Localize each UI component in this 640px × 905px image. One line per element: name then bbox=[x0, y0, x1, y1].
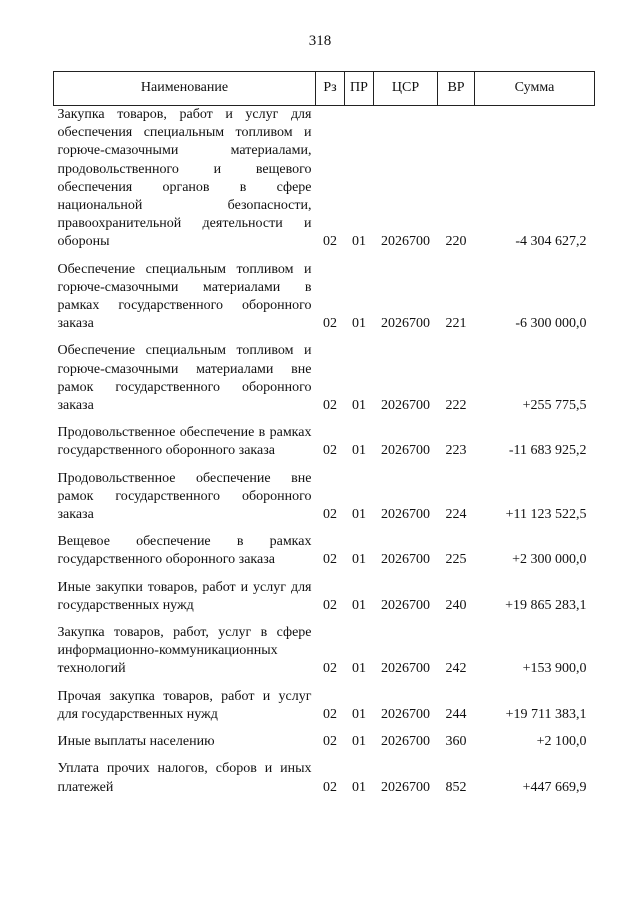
row-pr: 01 bbox=[352, 734, 366, 750]
header-row bbox=[54, 72, 595, 106]
row-pr: 01 bbox=[352, 398, 366, 414]
row-csr: 2026700 bbox=[381, 398, 430, 414]
table-header bbox=[54, 72, 595, 106]
row-vr: 242 bbox=[445, 661, 467, 677]
row-sum: +153 900,0 bbox=[522, 661, 587, 677]
row-csr: 2026700 bbox=[381, 779, 430, 795]
row-csr: 2026700 bbox=[381, 734, 430, 750]
row-pr: 01 bbox=[352, 597, 366, 613]
row-sum: -4 304 627,2 bbox=[515, 234, 587, 250]
header-vr: ВР bbox=[438, 72, 475, 106]
row-pr: 01 bbox=[352, 234, 366, 250]
row-vr: 220 bbox=[445, 234, 467, 250]
table-row bbox=[54, 688, 595, 733]
page-number: 318 bbox=[308, 33, 332, 49]
row-rz: 02 bbox=[323, 316, 337, 332]
header-name: Наименование bbox=[54, 72, 316, 106]
row-vr: 244 bbox=[445, 706, 467, 722]
row-pr: 01 bbox=[352, 443, 366, 459]
row-name: Обеспечение специальным топливом и горюче-смазочными материалами вне рамок государственного оборонного заказа bbox=[57, 343, 312, 414]
row-rz: 02 bbox=[323, 234, 337, 250]
row-csr: 2026700 bbox=[381, 316, 430, 332]
table-row bbox=[54, 733, 595, 760]
row-name: Закупка товаров, работ, услуг в сфере информационно-коммуникационных технологий bbox=[57, 625, 312, 677]
row-pr: 01 bbox=[352, 779, 366, 795]
row-sum: +255 775,5 bbox=[522, 398, 587, 414]
row-vr: 360 bbox=[445, 734, 467, 750]
row-vr: 222 bbox=[445, 398, 467, 414]
row-vr: 240 bbox=[445, 597, 467, 613]
table-row bbox=[54, 533, 595, 578]
row-name: Уплата прочих налогов, сборов и иных платежей bbox=[57, 761, 312, 795]
row-vr: 221 bbox=[445, 316, 467, 332]
header-rz: Рз bbox=[316, 72, 345, 106]
row-pr: 01 bbox=[352, 706, 366, 722]
row-rz: 02 bbox=[323, 597, 337, 613]
table-body bbox=[54, 106, 595, 806]
row-sum: -11 683 925,2 bbox=[508, 443, 587, 459]
header-pr: ПР bbox=[345, 72, 374, 106]
row-rz: 02 bbox=[323, 507, 337, 523]
row-sum: +19 711 383,1 bbox=[505, 706, 587, 722]
row-name: Иные закупки товаров, работ и услуг для государственных нужд bbox=[57, 579, 312, 613]
row-rz: 02 bbox=[323, 779, 337, 795]
table-row bbox=[54, 624, 595, 688]
row-rz: 02 bbox=[323, 661, 337, 677]
row-vr: 852 bbox=[445, 779, 467, 795]
table-row bbox=[54, 342, 595, 424]
row-rz: 02 bbox=[323, 443, 337, 459]
table-row bbox=[54, 106, 595, 261]
row-rz: 02 bbox=[323, 398, 337, 414]
row-csr: 2026700 bbox=[381, 234, 430, 250]
row-vr: 223 bbox=[445, 443, 467, 459]
header-csr: ЦСР bbox=[374, 72, 438, 106]
row-pr: 01 bbox=[352, 316, 366, 332]
row-sum: +2 300 000,0 bbox=[512, 552, 587, 568]
row-rz: 02 bbox=[323, 706, 337, 722]
row-vr: 224 bbox=[445, 507, 467, 523]
row-sum: +2 100,0 bbox=[536, 734, 587, 750]
header-sum: Сумма bbox=[475, 72, 595, 106]
row-name: Продовольственное обеспечение в рамках государственного оборонного заказа bbox=[57, 425, 312, 459]
row-pr: 01 bbox=[352, 552, 366, 568]
row-name: Продовольственное обеспечение вне рамок государственного оборонного заказа bbox=[57, 470, 312, 523]
row-name: Закупка товаров, работ и услуг для обеспечения специальным топливом и горюче-смазочными материалами, продовольственного и вещевого обеспечения органов в сфере национальной безопасности, правоохранительной деятельности и обороны bbox=[57, 107, 312, 250]
row-csr: 2026700 bbox=[381, 552, 430, 568]
table-row bbox=[54, 261, 595, 343]
row-sum: +447 669,9 bbox=[522, 779, 587, 795]
table-row bbox=[54, 579, 595, 624]
row-rz: 02 bbox=[323, 552, 337, 568]
row-sum: -6 300 000,0 bbox=[515, 316, 587, 332]
row-csr: 2026700 bbox=[381, 443, 430, 459]
budget-table bbox=[53, 71, 595, 806]
row-csr: 2026700 bbox=[381, 661, 430, 677]
table-row bbox=[54, 424, 595, 469]
row-csr: 2026700 bbox=[381, 597, 430, 613]
row-name: Прочая закупка товаров, работ и услуг для государственных нужд bbox=[57, 688, 312, 722]
table-row bbox=[54, 470, 595, 534]
row-name: Вещевое обеспечение в рамках государственного оборонного заказа bbox=[57, 534, 312, 568]
row-rz: 02 bbox=[323, 734, 337, 750]
row-sum: +11 123 522,5 bbox=[505, 507, 587, 523]
row-vr: 225 bbox=[445, 552, 467, 568]
row-pr: 01 bbox=[352, 661, 366, 677]
row-pr: 01 bbox=[352, 507, 366, 523]
row-sum: +19 865 283,1 bbox=[505, 597, 587, 613]
row-name: Иные выплаты населению bbox=[57, 734, 215, 750]
row-csr: 2026700 bbox=[381, 706, 430, 722]
table-row bbox=[54, 760, 595, 805]
row-name: Обеспечение специальным топливом и горюче-смазочными материалами в рамках государственного оборонного заказа bbox=[57, 261, 312, 332]
row-csr: 2026700 bbox=[381, 507, 430, 523]
